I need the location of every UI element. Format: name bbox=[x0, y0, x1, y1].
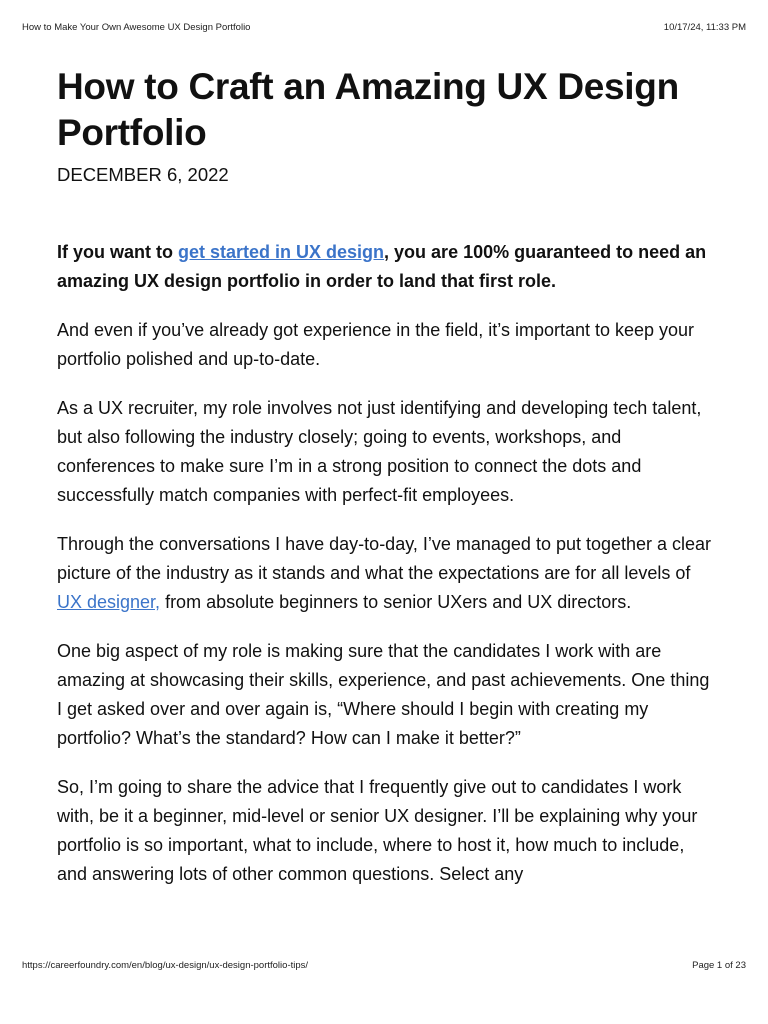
header-page-title: How to Make Your Own Awesome UX Design Portfolio bbox=[22, 22, 251, 33]
article-date: DECEMBER 6, 2022 bbox=[57, 164, 229, 185]
ux-designer-link[interactable]: UX designer, bbox=[57, 592, 161, 612]
lead-text-after: , you are 100% guaranteed to need an amazing UX design portfolio in order to land that first role. bbox=[57, 242, 707, 291]
p3-text-after: from absolute beginners to senior UXers and UX directors. bbox=[160, 592, 632, 612]
print-footer bbox=[22, 960, 746, 974]
p3-text-before: Through the conversations I have day-to-day, I’ve managed to put together a clear picture of the industry as it stands and what the expectations are for all levels of bbox=[57, 534, 712, 583]
paragraph-2: As a UX recruiter, my role involves not just identifying and developing tech talent, but also following the industry closely; going to events, workshops, and conferences to make sure I’m in a strong position to connect the dots and successfully match companies with perfect-fit employees. bbox=[57, 398, 702, 505]
header-timestamp: 10/17/24, 11:33 PM bbox=[663, 22, 746, 33]
get-started-ux-link[interactable]: get started in UX design bbox=[178, 242, 385, 262]
article-title: How to Craft an Amazing UX Design Portfolio bbox=[57, 66, 679, 153]
lead-text-before: If you want to bbox=[57, 242, 178, 262]
paragraph-3 bbox=[57, 530, 717, 617]
footer-url: https://careerfoundry.com/en/blog/ux-design/ux-design-portfolio-tips/ bbox=[22, 960, 309, 971]
print-header bbox=[22, 22, 746, 36]
article bbox=[57, 64, 717, 889]
lead-paragraph bbox=[57, 238, 717, 296]
footer-page-indicator: Page 1 of 23 bbox=[692, 960, 746, 971]
paragraph-1: And even if you’ve already got experience in the field, it’s important to keep your portfolio polished and up-to-date. bbox=[57, 320, 695, 369]
paragraph-4: One big aspect of my role is making sure that the candidates I work with are amazing at showcasing their skills, experience, and past achievements. One thing I get asked over and over again is, “Where should I begin with creating my portfolio? What’s the standard? How can I make it better?” bbox=[57, 641, 710, 748]
paragraph-5: So, I’m going to share the advice that I frequently give out to candidates I work with, be it a beginner, mid-level or senior UX designer. I’ll be explaining why your portfolio is so important, what to include, where to host it, how much to include, and answering lots of other common questions. Select any bbox=[57, 777, 698, 884]
